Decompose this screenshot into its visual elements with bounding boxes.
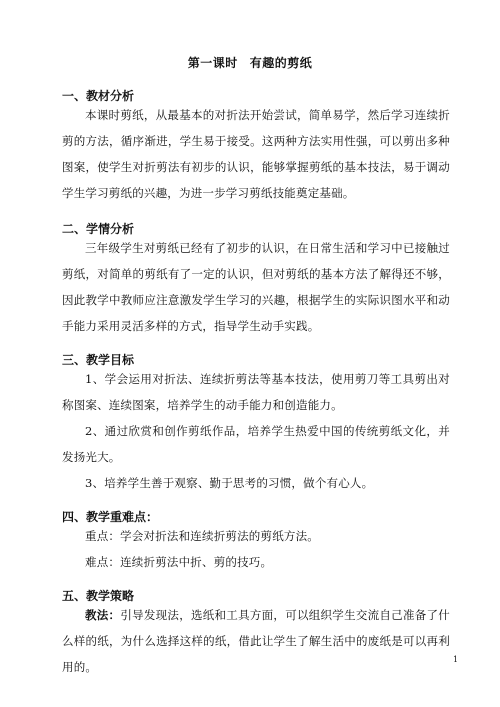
section-heading-key-points: 四、教学重难点： <box>62 510 159 524</box>
section-heading-materials: 一、教材分析 <box>62 89 135 103</box>
goal-item-3: 3、培养学生善于观察、勤于思考的习惯，做个有心人。 <box>85 476 374 490</box>
goal-item-2: 2、通过欣赏和创作剪纸作品，培养学生热爱中国的传统剪纸文化，并发扬光大。 <box>62 424 450 464</box>
teaching-method-text: 引导发现法，选纸和工具方面，可以组织学生交流自己准备了什么样的纸，为什么选择这样的纸，借此让学生了解生活中的废纸是可以再利用的。 <box>62 608 450 674</box>
key-point-text: 重点：学会对折法和连续折剪法的剪纸方法。 <box>85 529 319 543</box>
section-heading-strategy: 五、教学策略 <box>62 589 135 603</box>
section-heading-goals: 三、教学目标 <box>62 353 135 367</box>
teaching-method-label: 教法： <box>85 608 121 622</box>
goal-item-1: 1、学会运用对折法、连续折剪法等基本技法，使用剪刀等工具剪出对称图案、连续图案，培养学生的动手能力和创造能力。 <box>62 372 450 412</box>
lesson-name: 有趣的剪纸 <box>249 56 313 70</box>
teaching-method-paragraph <box>62 602 450 680</box>
lesson-number: 第一课时 <box>187 56 238 70</box>
section-heading-students: 二、学情分析 <box>62 222 135 236</box>
page-number: 1 <box>453 655 459 664</box>
section-text-students: 三年级学生对剪纸已经有了初步的认识，在日常生活和学习中已接触过剪纸，对简单的剪纸有了一定的认识，但对剪纸的基本方法了解得还不够，因此教学中教师应注意激发学生学习的兴趣，根据学生的实际识图水平和动手能力采用灵活多样的方式，指导学生动手实践。 <box>62 241 450 333</box>
difficulty-text: 难点：连续折剪法中折、剪的技巧。 <box>85 555 273 569</box>
page-title <box>0 54 500 71</box>
section-text-materials: 本课时剪纸，从最基本的对折法开始尝试，简单易学，然后学习连续折剪的方法，循序渐进，学生易于接受。这两种方法实用性强，可以剪出多种图案，使学生对折剪法有初步的认识，能够掌握剪纸的基本技法，易于调动学生学习剪纸的兴趣，为进一步学习剪纸技能奠定基础。 <box>62 108 450 200</box>
